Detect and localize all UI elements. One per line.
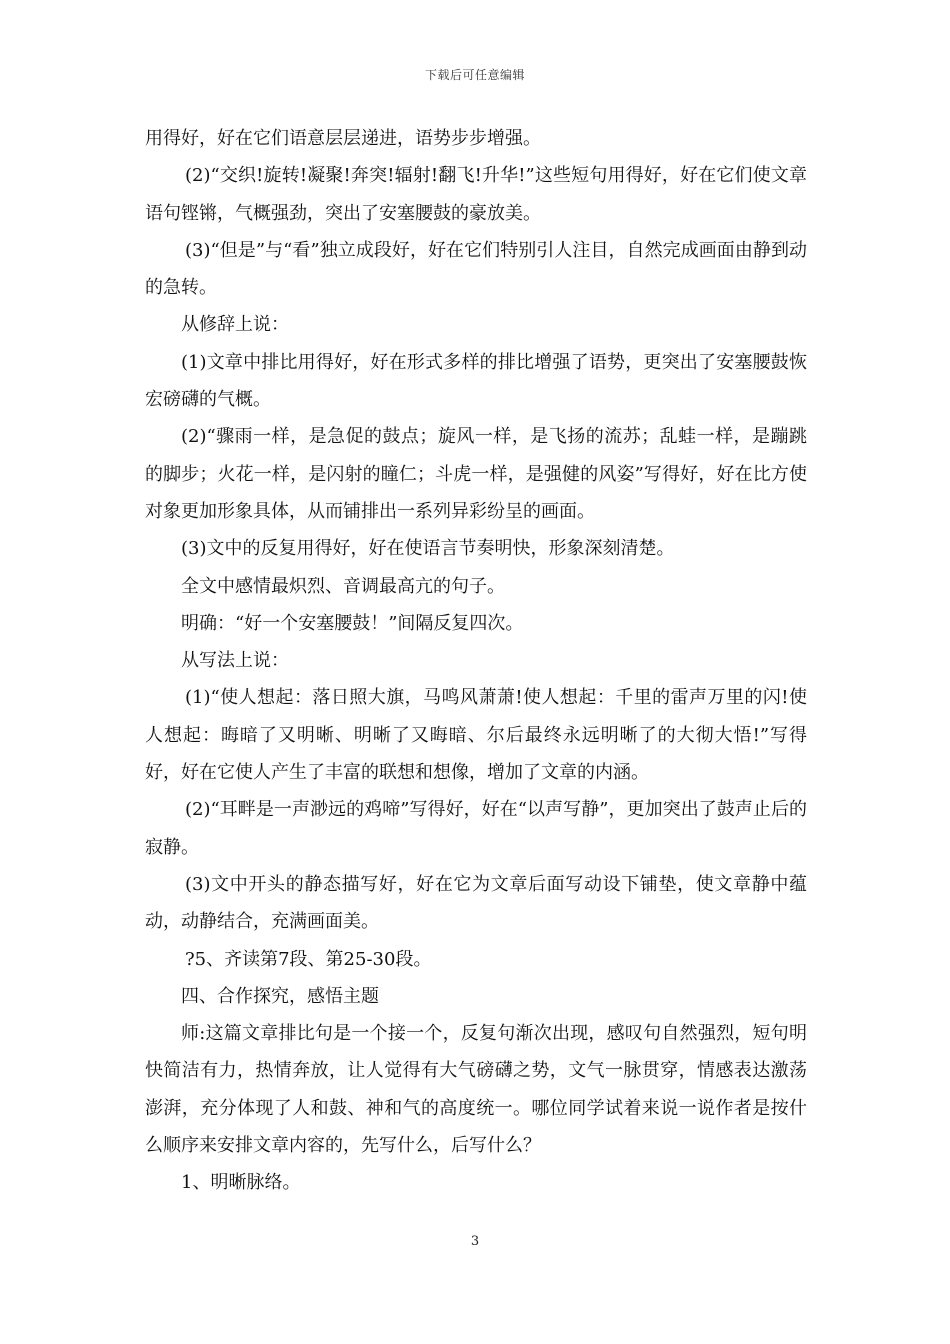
paragraph-text: 1、明晰脉络。 <box>181 1172 301 1194</box>
section-heading: 四、合作探究，感悟主题 <box>181 985 379 1007</box>
document-body <box>145 120 807 1202</box>
paragraph-item: (1)“使人想起：落日照大旗，马鸣风萧萧!使人想起：千里的雷声万里的闪!使人想起：晦暗了又明晰、明晰了又晦暗、尔后最终永远明晰了的大彻大悟!”写得好，好在它使人产生了丰富的联想和想像，增加了文章的内涵。 <box>145 687 807 784</box>
paragraph-text: 明确：“好一个安塞腰鼓！”间隔反复四次。 <box>181 612 524 634</box>
paragraph-item: (2)“交织!旋转!凝聚!奔突!辐射!翻飞!升华!”这些短句用得好，好在它们使文章语句铿锵，气概强劲，突出了安塞腰鼓的豪放美。 <box>145 165 807 224</box>
paragraph-item: (2)“耳畔是一声渺远的鸡啼”写得好，好在“以声写静”，更加突出了鼓声止后的寂静。 <box>145 799 807 858</box>
section-heading-writing: 从写法上说： <box>181 650 289 672</box>
paragraph-item: (3)文中的反复用得好，好在使语言节奏明快，形象深刻清楚。 <box>181 538 675 560</box>
paragraph-continuation: 用得好，好在它们语意层层递进，语势步步增强。 <box>145 128 541 149</box>
page-header: 下载后可任意编辑 <box>424 68 525 82</box>
section-heading-rhetoric: 从修辞上说： <box>181 314 289 336</box>
paragraph-item: (1)文章中排比用得好，好在形式多样的排比增强了语势，更突出了安塞腰鼓恢宏磅礴的气概。 <box>145 351 807 411</box>
paragraph-item: (2)“骤雨一样，是急促的鼓点；旋风一样，是飞扬的流苏；乱蛙一样，是蹦跳的脚步；火花一样，是闪射的瞳仁；斗虎一样，是强健的风姿”写得好，好在比方使对象更加形象具体，从而铺排出一系列异彩纷呈的画面。 <box>145 426 807 522</box>
paragraph-item: (3)文中开头的静态描写好，好在它为文章后面写动设下铺垫，使文章静中蕴动，动静结合，充满画面美。 <box>145 873 807 933</box>
paragraph-item: (3)“但是”与“看”独立成段好，好在它们特别引人注目，自然完成画面由静到动的急转。 <box>145 239 807 299</box>
paragraph-step: ?5、齐读第7段、第25-30段。 <box>185 948 432 970</box>
page-number: 3 <box>470 1234 480 1249</box>
paragraph-text: 师:这篇文章排比句是一个接一个，反复句渐次出现，感叹句自然强烈，短句明快简洁有力，热情奔放，让人觉得有大气磅礴之势，文气一脉贯穿，情感表达激荡澎湃，充分体现了人和鼓、神和气的高度统一。哪位同学试着来说一说作者是按什么顺序来安排文章内容的，先写什么，后写什么？ <box>145 1023 807 1157</box>
paragraph-text: 全文中感情最炽烈、音调最高亢的句子。 <box>181 575 505 597</box>
